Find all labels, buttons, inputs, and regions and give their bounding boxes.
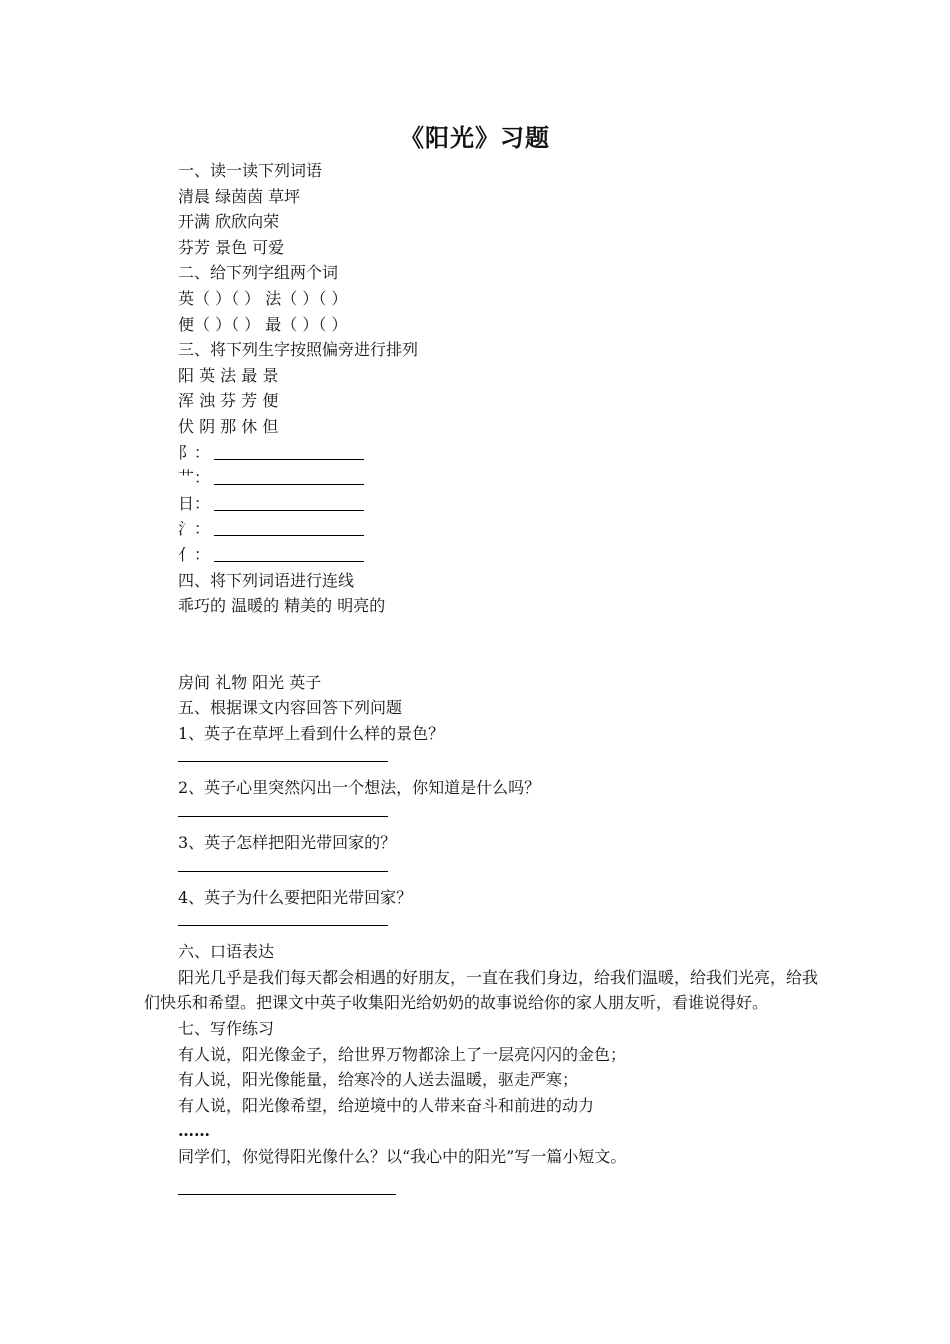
answer-blank[interactable]	[214, 443, 364, 460]
section-6-heading: 六、口语表达	[178, 942, 275, 962]
radical-row	[178, 542, 818, 568]
radical-row	[178, 440, 818, 466]
character-line: 伏 阴 那 休 但	[178, 416, 279, 436]
character-line: 阳 英 法 最 景	[178, 365, 279, 385]
oral-expression-paragraph	[144, 965, 820, 1016]
answer-blank[interactable]	[214, 545, 364, 562]
radical-row	[178, 516, 818, 542]
section-5-heading: 五、根据课文内容回答下列问题	[178, 698, 403, 718]
section-4-heading: 四、将下列词语进行连线	[178, 570, 355, 590]
answer-line[interactable]	[178, 910, 388, 926]
section-2-heading: 二、给下列字组两个词	[178, 263, 339, 283]
radical-label: 艹：	[178, 468, 211, 488]
radical-label: 亻：	[178, 544, 211, 564]
match-bottom-row: 房间 礼物 阳光 英子	[178, 672, 322, 692]
question: 2、英子心里突然闪出一个想法，你知道是什么吗？	[178, 778, 541, 798]
answer-blank[interactable]	[214, 494, 364, 511]
word-line: 开满 欣欣向荣	[178, 212, 280, 232]
ellipsis: ……	[178, 1121, 210, 1141]
section-7-heading: 七、写作练习	[178, 1019, 275, 1039]
writing-prompt-line: 有人说，阳光像金子，给世界万物都涂上了一层亮闪闪的金色；	[178, 1044, 627, 1064]
match-top-row: 乖巧的 温暖的 精美的 明亮的	[178, 596, 386, 616]
writing-task: 同学们，你觉得阳光像什么？以“我心中的阳光”写一篇小短文。	[178, 1147, 627, 1166]
answer-blank[interactable]	[214, 519, 364, 536]
radical-label: 阝：	[178, 442, 211, 462]
word-line: 芬芳 景色 可爱	[178, 237, 285, 257]
radical-row	[178, 491, 818, 517]
word-line: 清晨 绿茵茵 草坪	[178, 186, 301, 206]
essay-answer-line[interactable]	[178, 1172, 396, 1195]
answer-line[interactable]	[178, 746, 388, 762]
character-line: 浑 浊 芬 芳 便	[178, 391, 279, 411]
question: 3、英子怎样把阳光带回家的？	[178, 833, 397, 853]
worksheet-content	[144, 158, 819, 1195]
word-group-line: 英（ ）（ ） 法（ ）（ ）	[178, 288, 348, 308]
writing-prompt-line: 有人说，阳光像希望，给逆境中的人带来奋斗和前进的动力	[178, 1095, 595, 1115]
word-group-line: 便（ ）（ ） 最（ ）（ ）	[178, 314, 348, 334]
answer-line[interactable]	[178, 801, 388, 817]
radical-label: 日：	[178, 493, 211, 513]
question: 1、英子在草坪上看到什么样的景色？	[178, 723, 445, 743]
section-1-heading: 一、读一读下列词语	[178, 161, 323, 180]
answer-blank[interactable]	[214, 468, 364, 485]
matching-space[interactable]	[178, 619, 818, 670]
paragraph-text: 阳光几乎是我们每天都会相遇的好朋友，一直在我们身边，给我们温暖，给我们光亮，给我们快乐和希望。把课文中英子收集阳光给奶奶的故事说给你的家人朋友听，看谁说得好。	[144, 967, 819, 1013]
radical-label: 氵：	[178, 519, 211, 539]
radical-row	[178, 465, 818, 491]
section-3-heading: 三、将下列生字按照偏旁进行排列	[178, 340, 419, 360]
answer-line[interactable]	[178, 856, 388, 872]
writing-prompt-line: 有人说，阳光像能量，给寒冷的人送去温暖，驱走严寒；	[178, 1070, 579, 1090]
question: 4、英子为什么要把阳光带回家？	[178, 887, 413, 907]
page-title: 《阳光》习题	[400, 123, 550, 152]
